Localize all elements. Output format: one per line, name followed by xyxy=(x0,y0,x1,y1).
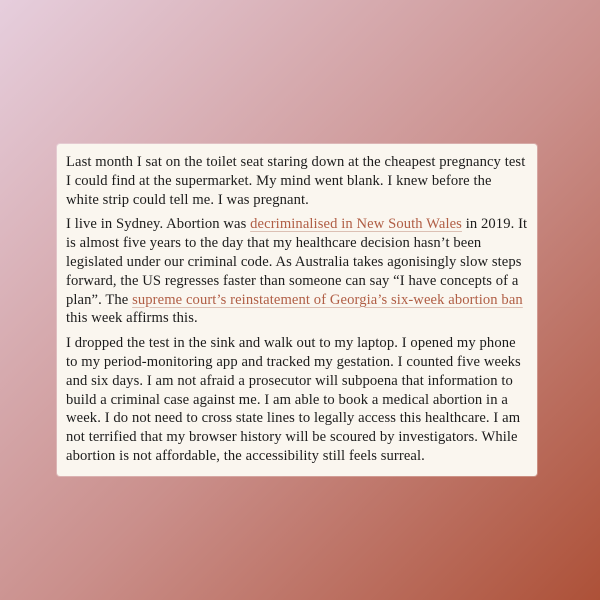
article-card xyxy=(57,144,537,476)
article-paragraph xyxy=(66,153,528,209)
article-text: I live in Sydney. Abortion was xyxy=(66,216,251,233)
article-text: in 2019. It is almost five years to the day that my healthcare decision hasn’t been legislated under our criminal code. As Australia takes agonisingly slow steps forward, the US regresses faster than someone can say “I have concepts of a plan”. The xyxy=(66,216,528,308)
article-paragraph xyxy=(66,215,528,328)
article-text: I dropped the test in the sink and walk out to my laptop. I opened my phone to my period-monitoring app and tracked my gestation. I counted five weeks and six days. I am not afraid a prosecutor will subpoena that information to build a criminal case against me. I am able to book a medical abortion in a week. I do not need to cross state lines to legally access this healthcare. I am not terrified that my browser history will be scoured by investigators. While abortion is not affordable, the accessibility still feels surreal. xyxy=(66,335,521,464)
article-text: Last month I sat on the toilet seat staring down at the cheapest pregnancy test I could find at the supermarket. My mind went blank. I knew before the white strip could tell me. I was pregnant. xyxy=(66,154,526,208)
article-paragraph xyxy=(66,334,528,466)
link-decriminalised-in-nsw[interactable]: decriminalised in New South Wales xyxy=(250,216,462,233)
article-body xyxy=(66,153,528,466)
article-text: this week affirms this. xyxy=(66,310,198,327)
link-georgia-six-week-abortion-ban[interactable]: supreme court’s reinstatement of Georgia’s six-week abortion ban xyxy=(132,291,523,308)
